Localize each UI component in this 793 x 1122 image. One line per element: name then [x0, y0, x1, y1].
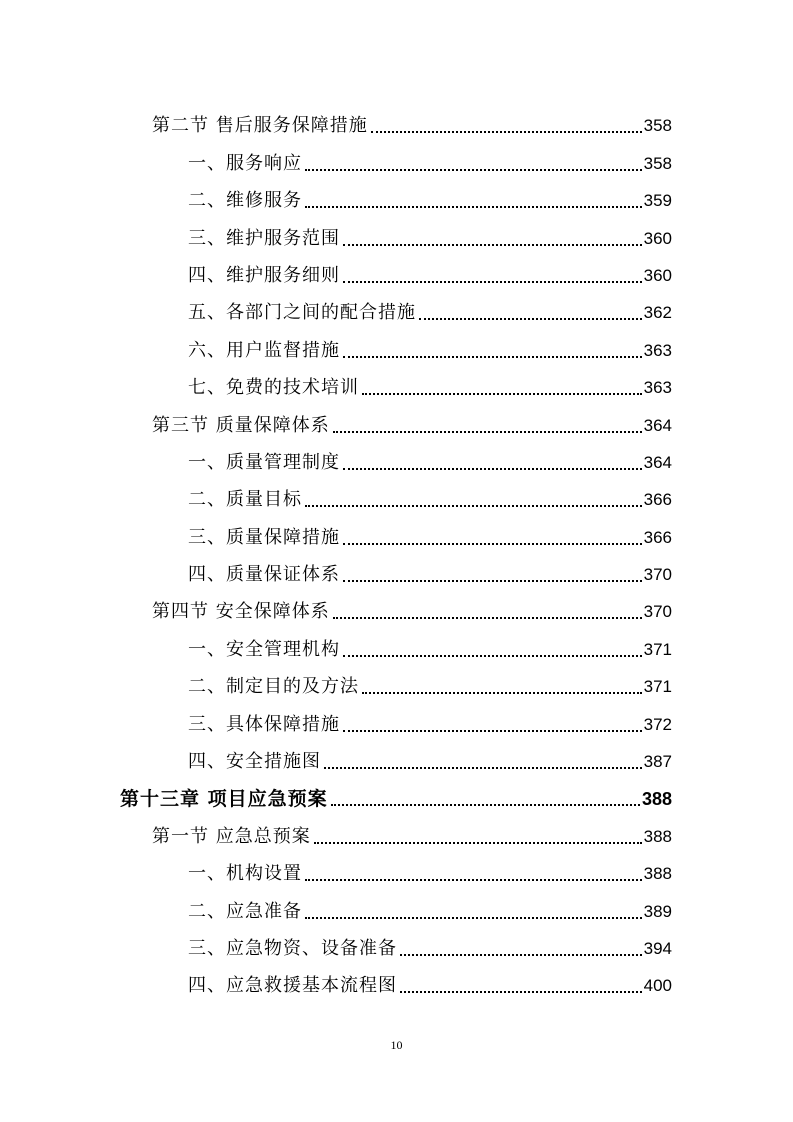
toc-entry[interactable] [0, 736, 793, 773]
toc-entry-page: 360 [643, 228, 672, 248]
toc-entry[interactable] [0, 848, 793, 885]
toc-entry-page: 363 [643, 340, 672, 360]
toc-dot-leader [343, 356, 642, 358]
toc-dot-leader [305, 917, 642, 919]
toc-dot-leader [419, 318, 642, 320]
toc-entry-page: 370 [643, 602, 672, 622]
toc-dot-leader [343, 543, 642, 545]
toc-entry-page: 389 [643, 901, 672, 921]
toc-entry-title: 三、具体保障措施 [188, 713, 340, 735]
toc-entry[interactable] [0, 960, 793, 997]
toc-entry[interactable] [0, 250, 793, 287]
toc-entry-title: 二、质量目标 [188, 489, 302, 511]
toc-entry[interactable] [0, 549, 793, 586]
toc-entry[interactable] [0, 661, 793, 698]
toc-entry-page: 364 [643, 452, 672, 472]
toc-dot-leader [343, 580, 642, 582]
toc-entry[interactable] [0, 773, 793, 810]
toc-entry-page: 371 [643, 639, 672, 659]
toc-dot-leader [333, 617, 642, 619]
toc-entry[interactable] [0, 287, 793, 324]
toc-entry-page: 362 [643, 303, 672, 323]
toc-entry-title: 第四节 安全保障体系 [152, 601, 330, 623]
toc-dot-leader [305, 879, 642, 881]
toc-entry-title: 一、安全管理机构 [188, 638, 340, 660]
toc-entry-title: 二、应急准备 [188, 900, 302, 922]
toc-dot-leader [305, 169, 642, 171]
toc-entry-title: 六、用户监督措施 [188, 339, 340, 361]
toc-entry-page: 400 [643, 976, 672, 996]
toc-dot-leader [343, 655, 642, 657]
table-of-contents [0, 100, 793, 997]
toc-entry-page: 370 [643, 565, 672, 585]
toc-entry-title: 四、质量保证体系 [188, 564, 340, 586]
toc-dot-leader [314, 842, 642, 844]
toc-entry[interactable] [0, 474, 793, 511]
toc-entry[interactable] [0, 137, 793, 174]
toc-entry-page: 387 [643, 752, 672, 772]
toc-dot-leader [371, 131, 642, 133]
toc-entry[interactable] [0, 810, 793, 847]
toc-entry-title: 三、应急物资、设备准备 [188, 937, 397, 959]
toc-entry[interactable] [0, 586, 793, 623]
toc-entry-title: 五、各部门之间的配合措施 [188, 302, 416, 324]
toc-entry-title: 七、免费的技术培训 [188, 377, 359, 399]
toc-entry[interactable] [0, 100, 793, 137]
toc-entry-title: 二、制定目的及方法 [188, 676, 359, 698]
toc-entry-title: 三、质量保障措施 [188, 526, 340, 548]
toc-entry-page: 364 [643, 415, 672, 435]
toc-entry[interactable] [0, 698, 793, 735]
toc-entry[interactable] [0, 623, 793, 660]
toc-dot-leader [343, 281, 642, 283]
toc-dot-leader [343, 244, 642, 246]
toc-dot-leader [331, 804, 640, 806]
toc-dot-leader [305, 206, 642, 208]
toc-entry-page: 363 [643, 378, 672, 398]
toc-entry-title: 三、维护服务范围 [188, 227, 340, 249]
toc-entry[interactable] [0, 437, 793, 474]
toc-entry-page: 372 [643, 714, 672, 734]
toc-entry-page: 394 [643, 938, 672, 958]
toc-entry[interactable] [0, 511, 793, 548]
toc-dot-leader [333, 431, 642, 433]
toc-entry[interactable] [0, 362, 793, 399]
toc-entry-title: 一、质量管理制度 [188, 451, 340, 473]
toc-entry[interactable] [0, 212, 793, 249]
toc-entry-page: 358 [643, 153, 672, 173]
toc-dot-leader [324, 767, 642, 769]
toc-entry[interactable] [0, 885, 793, 922]
toc-dot-leader [343, 730, 642, 732]
toc-entry-title: 第一节 应急总预案 [152, 825, 311, 847]
toc-entry-page: 371 [643, 677, 672, 697]
toc-entry-page: 358 [643, 116, 672, 136]
toc-entry-title: 第三节 质量保障体系 [152, 414, 330, 436]
toc-entry-page: 366 [643, 527, 672, 547]
toc-entry-page: 366 [643, 490, 672, 510]
toc-entry[interactable] [0, 399, 793, 436]
toc-entry[interactable] [0, 324, 793, 361]
toc-dot-leader [343, 468, 642, 470]
toc-entry-title: 一、服务响应 [188, 152, 302, 174]
toc-entry[interactable] [0, 175, 793, 212]
toc-entry-title: 第十三章 项目应急预案 [120, 788, 328, 811]
toc-entry-title: 一、机构设置 [188, 863, 302, 885]
toc-dot-leader [362, 393, 642, 395]
toc-entry-page: 388 [643, 864, 672, 884]
toc-entry-title: 四、维护服务细则 [188, 264, 340, 286]
toc-dot-leader [400, 954, 642, 956]
toc-entry-page: 359 [643, 191, 672, 211]
toc-dot-leader [400, 991, 642, 993]
toc-entry-page: 388 [641, 789, 672, 810]
toc-entry-title: 二、维修服务 [188, 190, 302, 212]
toc-dot-leader [305, 505, 642, 507]
toc-entry-page: 388 [643, 826, 672, 846]
toc-entry-page: 360 [643, 265, 672, 285]
toc-dot-leader [362, 692, 642, 694]
toc-entry[interactable] [0, 923, 793, 960]
toc-entry-title: 第二节 售后服务保障措施 [152, 115, 368, 137]
page-number: 10 [390, 1038, 403, 1052]
toc-entry-title: 四、安全措施图 [188, 751, 321, 773]
toc-entry-title: 四、应急救援基本流程图 [188, 975, 397, 997]
